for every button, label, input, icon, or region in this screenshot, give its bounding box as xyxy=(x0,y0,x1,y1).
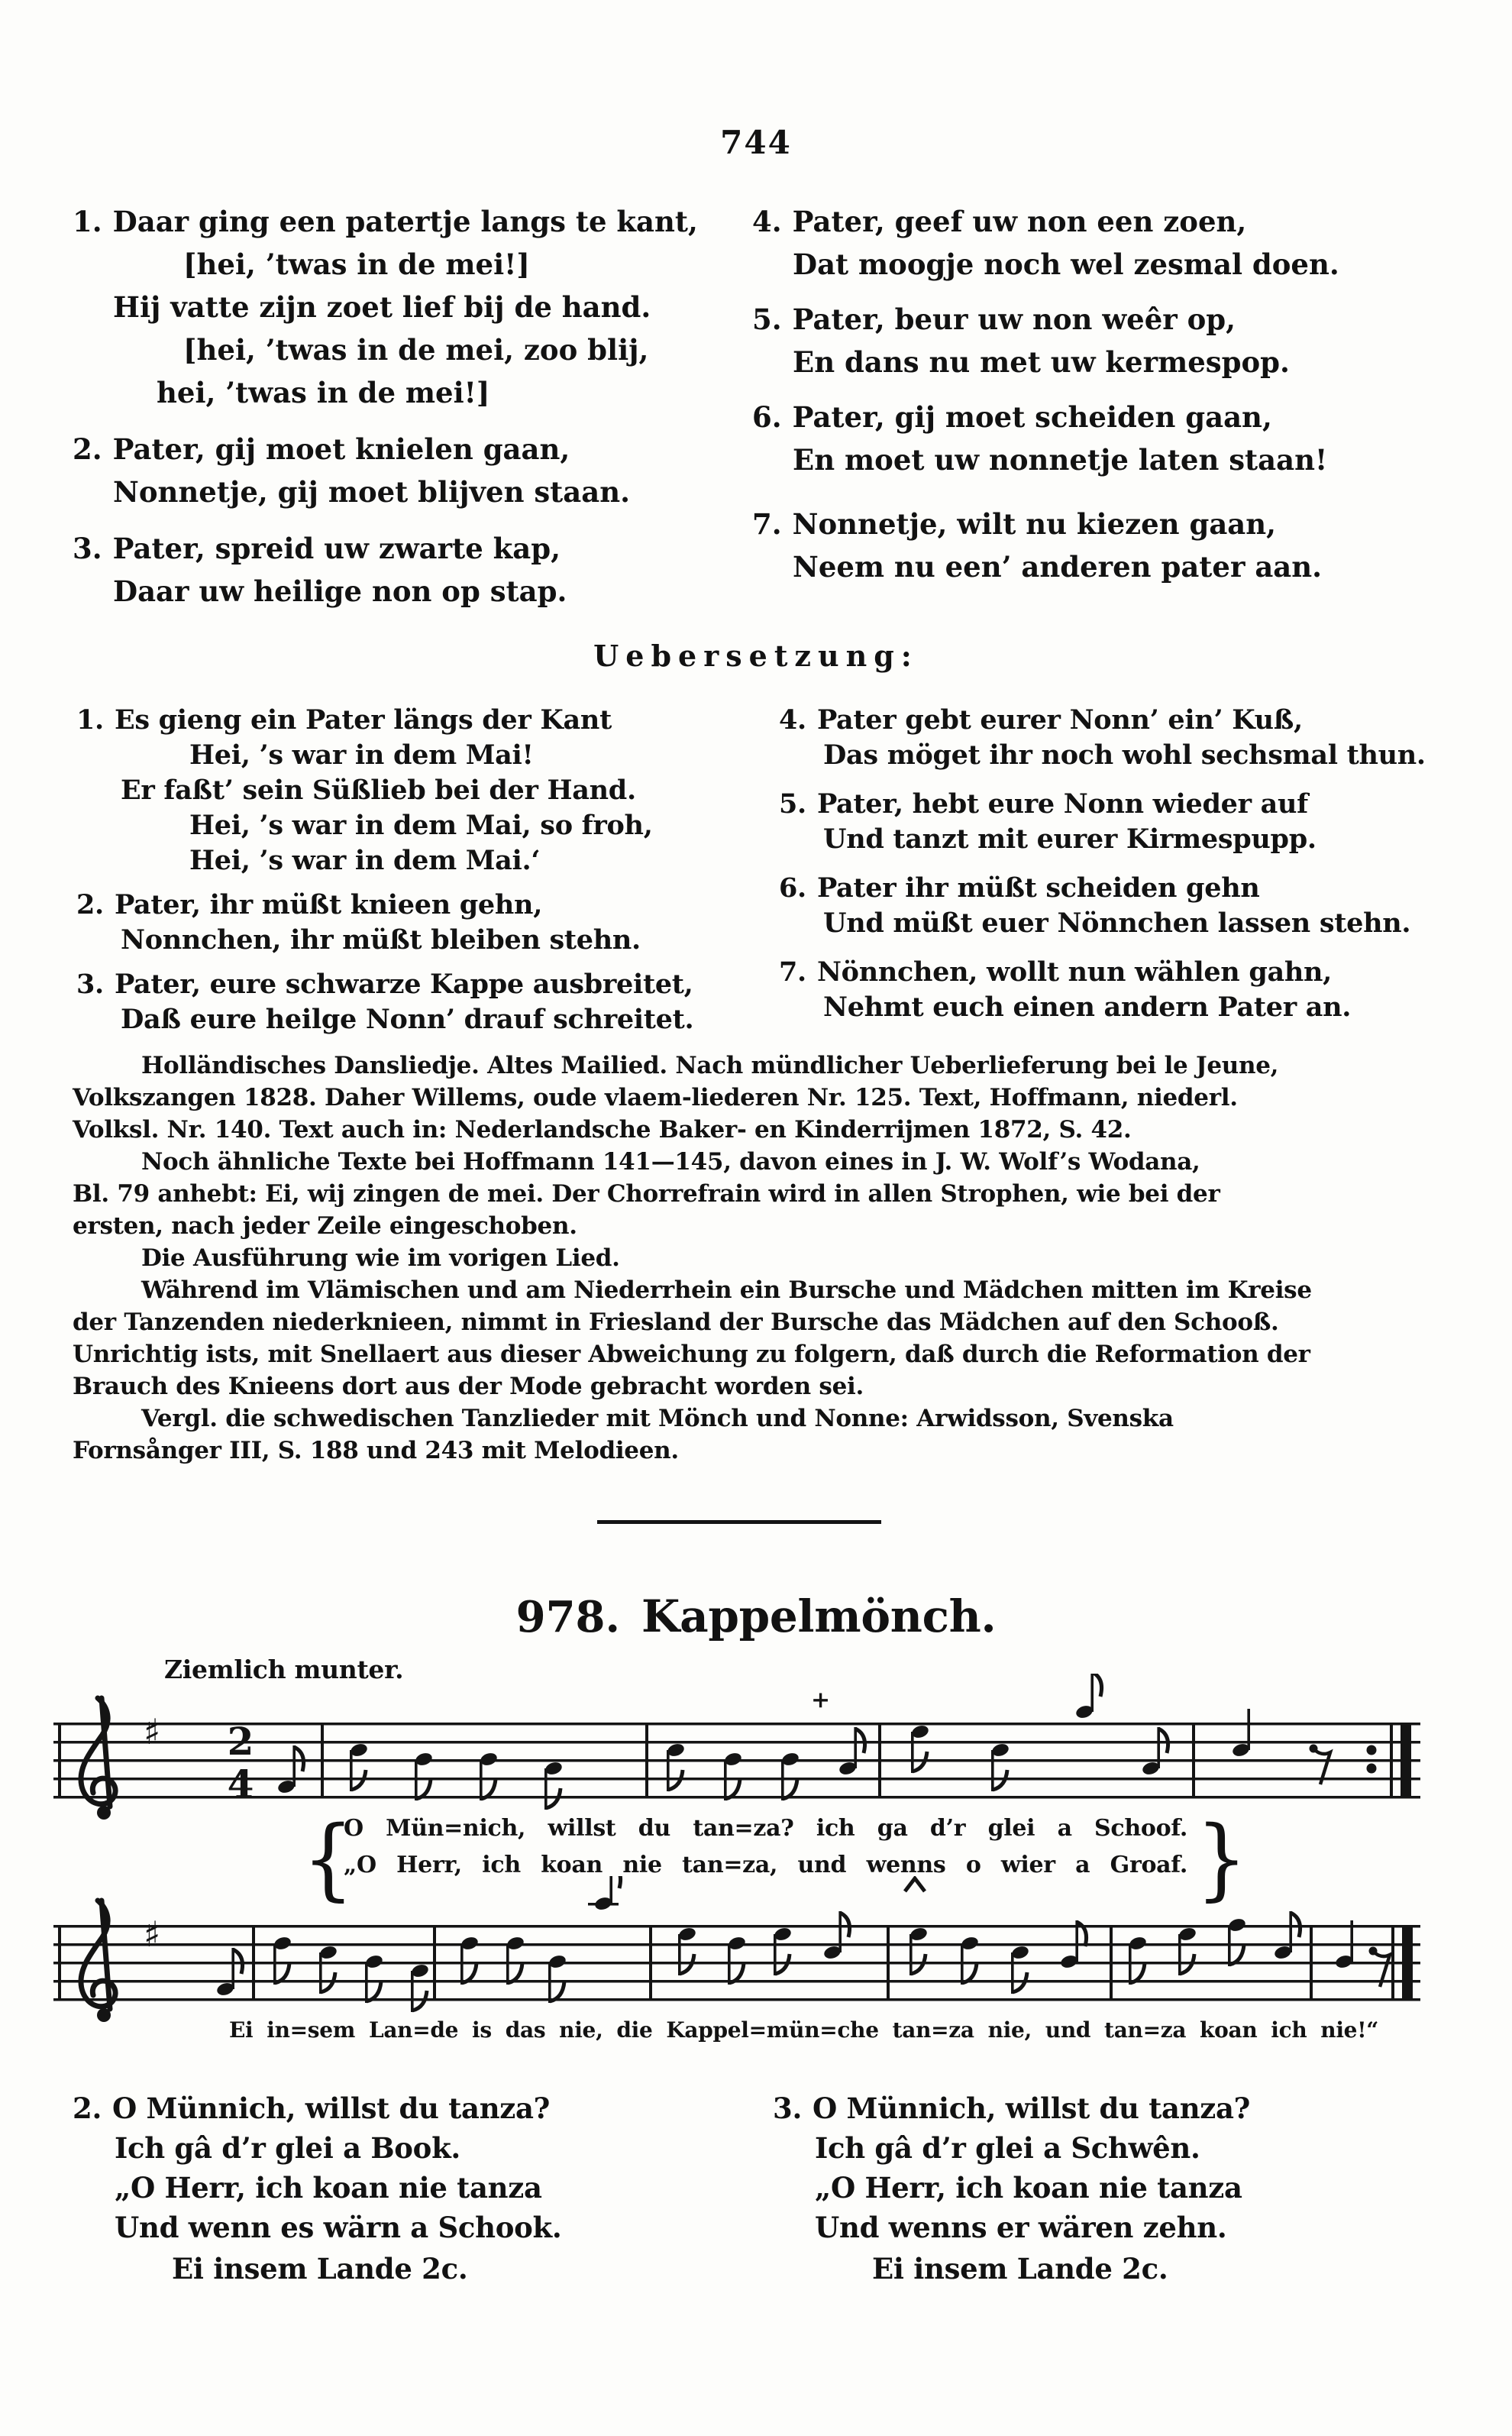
verse-line: Hij vatte zijn zoet lief bij de hand. xyxy=(113,290,651,324)
verse-line xyxy=(779,956,1333,988)
verse-line xyxy=(752,302,1236,336)
verse-number: 3. xyxy=(773,2091,803,2125)
verse-line: hei, ’twas in de mei!] xyxy=(157,376,490,409)
verse-text: Pater ihr müßt scheiden gehn xyxy=(816,872,1260,904)
accent-caret-icon xyxy=(905,1878,925,1891)
verse-number: 1. xyxy=(73,205,102,238)
notes-line: Brauch des Knieens dort aus der Mode gebracht worden sei. xyxy=(73,1373,864,1400)
music-staff-2 xyxy=(53,1876,1420,2036)
verse-line xyxy=(73,432,570,466)
verse-line xyxy=(73,205,698,238)
verse-line: Ei insem Lande 2c. xyxy=(172,2252,468,2286)
verse-text: Pater, hebt eure Nonn wieder auf xyxy=(816,788,1308,820)
verse-line xyxy=(779,704,1303,736)
verse-line xyxy=(752,507,1277,541)
verse-line xyxy=(752,205,1247,238)
notes-line: Fornsånger III, S. 188 und 243 mit Melodieen. xyxy=(73,1437,679,1464)
time-signature-top: 2 xyxy=(227,1719,254,1764)
verse-text: Nönnchen, wollt nun wählen gahn, xyxy=(816,956,1333,988)
verse-number: 2. xyxy=(73,432,102,466)
verse-line xyxy=(76,891,542,918)
verse-text: O Münnich, willst du tanza? xyxy=(813,2091,1251,2125)
verse-number: 4. xyxy=(779,704,806,736)
staff2-lyric: Ei in=sem Lan=de is das nie, die Kappel=mün=che tan=za nie, und tan=za koan ich nie!“ xyxy=(229,2017,1378,2043)
notes-line: Die Ausführung wie im vorigen Lied. xyxy=(141,1244,620,1272)
tempo-marking: Ziemlich munter. xyxy=(164,1655,404,1684)
verse-line: Daar uw heilige non op stap. xyxy=(113,574,567,608)
verse-text: Pater, gij moet knielen gaan, xyxy=(112,432,570,466)
translation-heading: Uebersetzung: xyxy=(593,639,919,673)
verse-line xyxy=(779,788,1308,820)
verse-line: Ich gâ d’r glei a Book. xyxy=(115,2131,460,2165)
verse-line: Das möget ihr noch wohl sechsmal thun. xyxy=(823,739,1426,771)
verse-text: Pater, gij moet scheiden gaan, xyxy=(792,400,1272,434)
verse-line xyxy=(779,872,1260,904)
verse-line: [hei, ’twas in de mei, zoo blij, xyxy=(183,333,649,367)
verse-text: Pater, ihr müßt knieen gehn, xyxy=(114,889,543,920)
verse-text: Pater gebt eurer Nonn’ ein’ Kuß, xyxy=(816,704,1303,736)
verse-line: Ich gâ d’r glei a Schwên. xyxy=(815,2131,1200,2165)
verse-line: Nonnetje, gij moet blijven staan. xyxy=(113,475,631,509)
verse-text: O Münnich, willst du tanza? xyxy=(112,2091,551,2125)
verse-line: Dat moogje noch wel zesmal doen. xyxy=(793,247,1339,281)
verse-number: 3. xyxy=(73,532,102,565)
verse-line: Hei, ’s war in dem Mai, so froh, xyxy=(189,810,653,841)
verse-text: Daar ging een patertje langs te kant, xyxy=(112,205,698,238)
lyric-brace-close: } xyxy=(1196,1807,1248,1910)
verse-line: Und tanzt mit eurer Kirmespupp. xyxy=(823,823,1317,855)
verse-number: 1. xyxy=(76,704,104,736)
staff-lines xyxy=(53,1925,1420,2001)
key-signature-sharp: ♯ xyxy=(144,1711,161,1752)
notes-line: Bl. 79 anhebt: Ei, wij zingen de mei. Der Chorrefrain wird in allen Strophen, wie bei der xyxy=(73,1180,1220,1208)
verse-number: 7. xyxy=(779,956,806,988)
notes-line: Während im Vlämischen und am Niederrhein ein Bursche und Mädchen mitten im Kreise xyxy=(141,1276,1312,1304)
verse-line: En moet uw nonnetje laten staan! xyxy=(793,443,1328,477)
notes-line: Volksl. Nr. 140. Text auch in: Nederlandsche Baker- en Kinderrijmen 1872, S. 42. xyxy=(73,1116,1132,1144)
section-divider xyxy=(597,1520,881,1524)
ornament-plus-icon: + xyxy=(811,1687,831,1713)
notes-line: Unrichtig ists, mit Snellaert aus dieser Abweichung zu folgern, daß durch die Reformation der xyxy=(73,1341,1310,1368)
verse-line xyxy=(76,704,612,736)
verse-text: Pater, geef uw non een zoen, xyxy=(792,205,1247,238)
notes-line: Noch ähnliche Texte bei Hoffmann 141—145, davon eines in J. W. Wolf’s Wodana, xyxy=(141,1148,1200,1176)
verse-line: Daß eure heilge Nonn’ drauf schreitet. xyxy=(121,1004,694,1035)
staff1-lyric-bottom: „O Herr, ich koan nie tan=za, und wenns o wier a Groaf. xyxy=(344,1852,1187,1878)
verse-text: Nonnetje, wilt nu kiezen gaan, xyxy=(792,507,1277,541)
time-signature-bottom: 4 xyxy=(227,1761,254,1807)
verse-line: Er faßt’ sein Süßlieb bei der Hand. xyxy=(121,775,636,806)
verse-line xyxy=(73,532,561,565)
verse-line xyxy=(76,971,693,998)
verse-number: 4. xyxy=(752,205,782,238)
verse-line: Und wenns er wären zehn. xyxy=(815,2211,1227,2244)
verse-line: Ei insem Lande 2c. xyxy=(872,2252,1168,2286)
verse-number: 6. xyxy=(779,872,806,904)
verse-number: 2. xyxy=(76,889,104,920)
verse-number: 6. xyxy=(752,400,782,434)
verse-number: 3. xyxy=(76,969,104,1000)
verse-line: [hei, ’twas in de mei!] xyxy=(183,247,530,281)
verse-line xyxy=(773,2091,1251,2125)
verse-text: Pater, spreid uw zwarte kap, xyxy=(112,532,561,565)
song-name: Kappelmönch. xyxy=(641,1590,997,1642)
verse-line: Nehmt euch einen andern Pater an. xyxy=(823,992,1352,1023)
verse-line: Hei, ’s war in dem Mai.‘ xyxy=(189,845,541,876)
verse-line: Und wenn es wärn a Schook. xyxy=(115,2211,562,2244)
verse-line: Neem nu een’ anderen pater aan. xyxy=(793,550,1323,584)
verse-line: Hei, ’s war in dem Mai! xyxy=(189,739,534,771)
notes-line: der Tanzenden niederknieen, nimmt in Friesland der Bursche das Mädchen auf den Schooß. xyxy=(73,1309,1279,1336)
page-number: 744 xyxy=(720,124,792,161)
verse-line xyxy=(73,2091,551,2125)
verse-text: Pater, eure schwarze Kappe ausbreitet, xyxy=(114,969,693,1000)
verse-number: 7. xyxy=(752,507,782,541)
verse-text: Es gieng ein Pater längs der Kant xyxy=(114,704,612,736)
verse-number: 5. xyxy=(752,302,782,336)
verse-text: Pater, beur uw non weêr op, xyxy=(792,302,1236,336)
key-signature-sharp: ♯ xyxy=(144,1914,161,1955)
song-number: 978. xyxy=(515,1592,621,1642)
notes-line: Holländisches Dansliedje. Altes Mailied. Nach mündlicher Ueberlieferung bei le Jeune, xyxy=(141,1052,1279,1079)
notes-line: Vergl. die schwedischen Tanzlieder mit Mönch und Nonne: Arwidsson, Svenska xyxy=(141,1405,1174,1432)
song-title xyxy=(0,1590,1512,1642)
verse-line: Und müßt euer Nönnchen lassen stehn. xyxy=(823,907,1411,939)
lyric-brace-open: { xyxy=(302,1807,354,1910)
verse-number: 2. xyxy=(73,2091,102,2125)
notes-line: ersten, nach jeder Zeile eingeschoben. xyxy=(73,1212,577,1240)
verse-line xyxy=(752,400,1272,434)
verse-line: „O Herr, ich koan nie tanza xyxy=(115,2171,542,2205)
verse-line: Nonnchen, ihr müßt bleiben stehn. xyxy=(121,924,641,956)
verse-line: En dans nu met uw kermespop. xyxy=(793,345,1290,379)
verse-line: „O Herr, ich koan nie tanza xyxy=(815,2171,1242,2205)
staff1-lyric-top: O Mün=nich, willst du tan=za? ich ga d’r glei a Schoof. xyxy=(344,1815,1187,1842)
notes-line: Volkszangen 1828. Daher Willems, oude vlaem-liederen Nr. 125. Text, Hoffmann, niederl. xyxy=(73,1084,1238,1111)
verse-number: 5. xyxy=(779,788,806,820)
